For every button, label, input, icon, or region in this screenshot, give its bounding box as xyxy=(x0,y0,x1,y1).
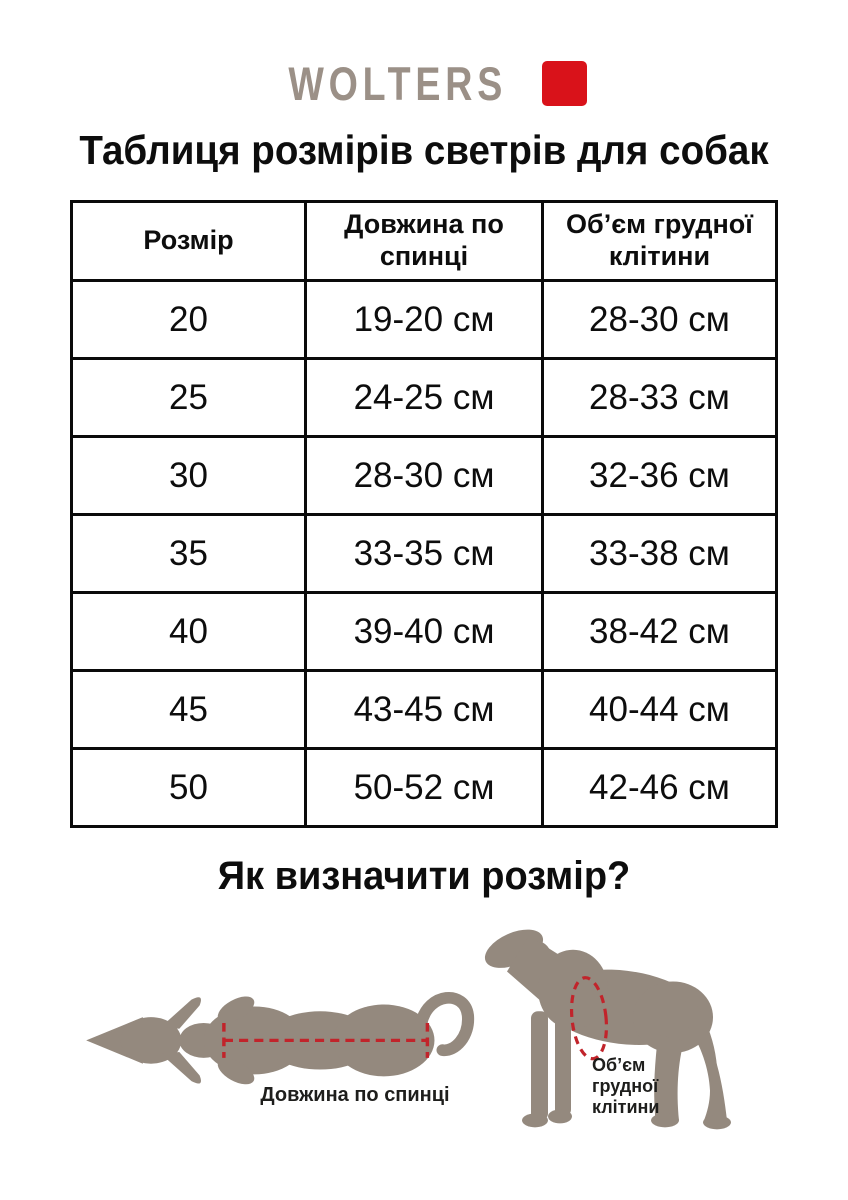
chest-girth-cell: 40-44 см xyxy=(542,671,776,749)
back-length-cell: 28-30 см xyxy=(306,437,543,515)
column-header-size xyxy=(72,202,306,281)
size-table xyxy=(70,200,778,828)
table-row xyxy=(72,437,777,515)
table-row xyxy=(72,359,777,437)
page-title: Таблиця розмірів светрів для собак xyxy=(79,127,769,173)
back-length-cell: 33-35 см xyxy=(306,515,543,593)
column-header-chest-girth xyxy=(542,202,776,281)
header-line: клітини xyxy=(608,241,711,272)
brand-wordmark: WOLTERS xyxy=(288,57,507,110)
chest-girth-label xyxy=(592,1055,659,1118)
side-view-dog-silhouette xyxy=(455,916,790,1169)
chest-girth-cell: 28-30 см xyxy=(542,281,776,359)
header-line: Розмір xyxy=(143,225,234,256)
table-row xyxy=(72,671,777,749)
table-row xyxy=(72,281,777,359)
measurement-illustrations xyxy=(0,914,848,1192)
size-cell: 30 xyxy=(72,437,306,515)
chest-girth-cell: 32-36 см xyxy=(542,437,776,515)
column-header-back-length xyxy=(306,202,543,281)
size-cell: 45 xyxy=(72,671,306,749)
back-length-cell: 39-40 см xyxy=(306,593,543,671)
table-row xyxy=(72,593,777,671)
back-length-cell: 50-52 см xyxy=(306,749,543,827)
chest-girth-cell: 28-33 см xyxy=(542,359,776,437)
brand-logo xyxy=(0,0,848,110)
brand-red-square-icon xyxy=(542,61,587,106)
back-length-cell: 19-20 см xyxy=(306,281,543,359)
size-cell: 20 xyxy=(72,281,306,359)
chest-label-line: клітини xyxy=(592,1097,660,1118)
back-length-cell: 24-25 см xyxy=(306,359,543,437)
chest-girth-cell: 42-46 см xyxy=(542,749,776,827)
chest-girth-cell: 33-38 см xyxy=(542,515,776,593)
header-line: Об’єм грудної xyxy=(566,209,753,240)
how-to-measure-heading: Як визначити розмір? xyxy=(217,854,631,899)
header-line: Довжина по xyxy=(344,209,504,240)
size-cell: 35 xyxy=(72,515,306,593)
chest-label-line: Об’єм xyxy=(592,1055,646,1076)
size-cell: 40 xyxy=(72,593,306,671)
chest-label-line: грудної xyxy=(592,1076,659,1097)
back-length-label: Довжина по спинці xyxy=(260,1084,450,1107)
back-length-cell: 43-45 см xyxy=(306,671,543,749)
table-row xyxy=(72,515,777,593)
chest-girth-cell: 38-42 см xyxy=(542,593,776,671)
table-header-row xyxy=(72,202,777,281)
size-cell: 25 xyxy=(72,359,306,437)
header-line: спинці xyxy=(379,241,469,272)
table-row xyxy=(72,749,777,827)
size-cell: 50 xyxy=(72,749,306,827)
